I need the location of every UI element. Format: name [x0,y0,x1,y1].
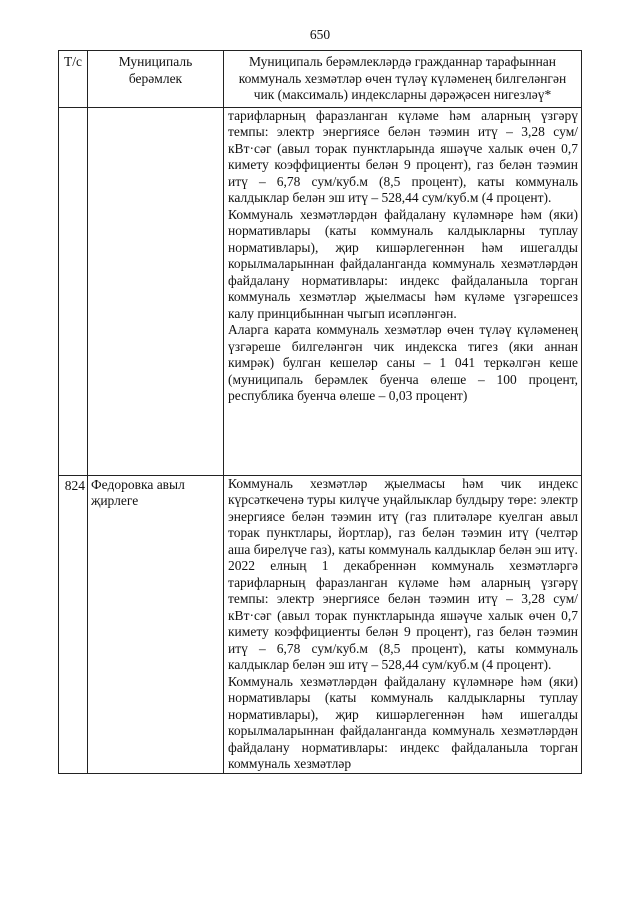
table-row [59,107,582,475]
row-municipality: Федоровка авыл җирлеге [88,475,224,773]
table-header-row [59,51,582,108]
paragraph: 2022 елның 1 декабреннән коммуналь хезмәтләргә тарифларның фаразланган күләме һәм аларның үзгәрү темпы: электр энергиясе белән тәэмин итү – 3,28 сум/кВт·сәг (авыл торак пунктларында яшәүче халык өчен 0,7 кимету коэффициенты белән 9 процент), газ белән тәэмин итү – 6,78 сум/куб.м (8,5 процент), каты коммуналь калдыклар белән эш итү – 528,44 сум/куб.м (4 процент). [228,558,578,672]
header-municipality: Муниципаль берәмлек [88,51,224,108]
paragraph: Коммуналь хезмәтләр җыелмасы һәм чик индекс күрсәткеченә туры килүче уңайлыклар булдыру төре: электр энергиясе белән тәэмин итү (газ плитәләре куелган авыл торак пунктлары, йортлар), газ белән тәэмин итү (челтәр аша бирелүче газ), каты коммуналь калдыклар белән эш итү. [228,475,578,557]
paragraph: тарифларның фаразланган күләме һәм аларның үзгәрү темпы: электр энергиясе белән тәэмин итү – 3,28 сум/кВт·сәг (авыл торак пунктларында яшәүче халык өчен 0,7 кимету коэффициенты белән 9 процент), газ белән тәэмин итү – 6,78 сум/куб.м (8,5 процент), каты коммуналь калдыклар белән эш итү – 528,44 сум/куб.м (4 процент). [228,107,578,205]
page-number: 650 [309,27,331,42]
table-row [59,475,582,773]
header-description: Муниципаль берәмлекләрдә гражданнар тарафыннан коммуналь хезмәтләр өчен түләү күләменең билгеләнгән чик (максималь) индексларны дәрәҗәсен нигезләү* [224,51,582,108]
paragraph: Аларга карата коммуналь хезмәтләр өчен түләү күләменең үзгәреше билгеләнгән чик индекска тигез (яки аннан кимрәк) булган кешеләр саны – 1 041 теркәлгән кеше (муниципаль берәмлек буенча өлеше – 100 процент, республика буенча өлеше – 0,03 процент) [228,322,578,403]
row-description [224,107,582,475]
row-description [224,475,582,773]
row-municipality [88,107,224,475]
row-number [59,107,88,475]
paragraph: Коммуналь хезмәтләрдән файдалану күләмнәре һәм (яки) нормативлары (каты коммуналь калдыкларны туплау нормативлары), җир кишәрлегеннән һәм ишегалды корылмаларыннан файдаланганда коммуналь хезмәтләрдән файдалану нормативлары: индекс файдаланыла торган коммуналь хезмәтләр [228,673,578,771]
row-number: 824 [59,475,88,773]
header-number: Т/с [59,51,88,108]
tariff-index-table [58,50,582,774]
paragraph: Коммуналь хезмәтләрдән файдалану күләмнәре һәм (яки) нормативлары (каты коммуналь калдыкларны туплау нормативлары), җир кишәрлегеннән һәм ишегалды корылмаларыннан файдаланганда коммуналь хезмәтләрдән файдалану нормативлары: индекс файдаланыла торган коммуналь хезмәтләр җыелмасы һәм күләме үзгәрешсез калу принцибыннан чыгып исәпләнгән. [228,206,578,321]
